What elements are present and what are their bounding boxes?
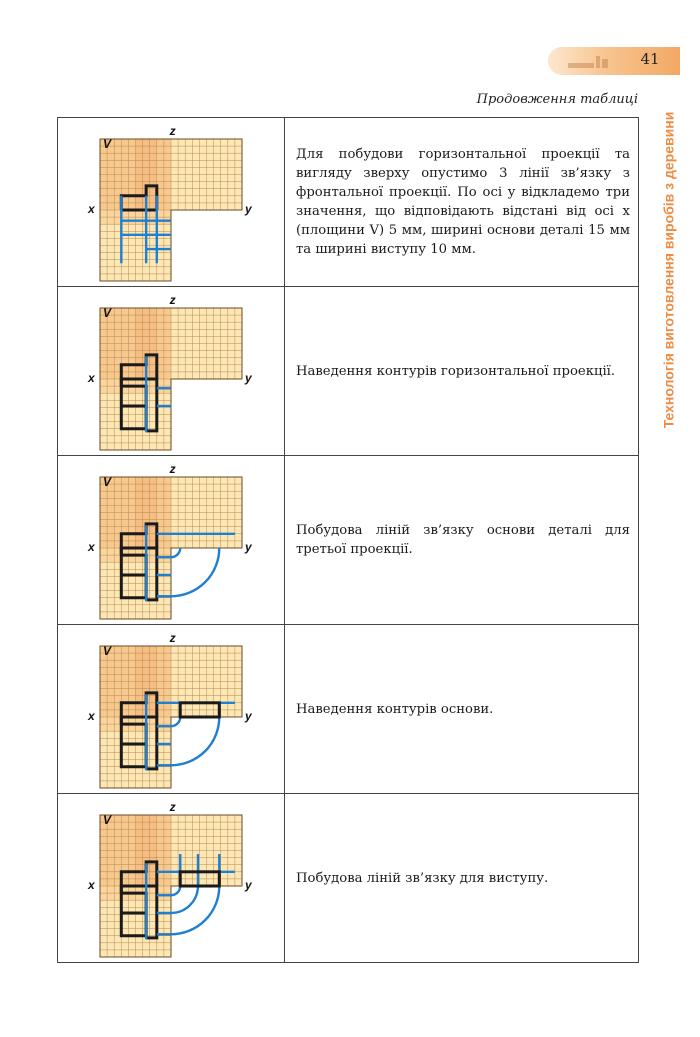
table-continuation-label: Продовження таблиці (476, 92, 638, 107)
figure-cell (58, 456, 285, 625)
axis-label-x: x (88, 201, 95, 216)
axis-label-v: V (103, 813, 112, 828)
axis-label-v: V (103, 306, 112, 321)
axis-label-z: z (169, 124, 176, 138)
axis-label-x: x (88, 877, 95, 892)
axis-label-y: y (245, 708, 252, 723)
projection-drawing (58, 288, 284, 454)
table-row (58, 118, 639, 287)
step-description: Для побудови горизонтальної проекції та вигляду зверху опустимо 3 лінії зв’язку з фронтальної проекції. По осі y відкладемо три значення, що відповідають відстані від осі x (площини V) 5 мм, ширині основи деталі 15 мм та ширині виступу 10 мм. (296, 147, 630, 257)
axis-label-y: y (245, 539, 252, 554)
axis-label-y: y (245, 201, 252, 216)
table-row (58, 456, 639, 625)
tools-icon (566, 53, 610, 71)
figure-cell (58, 625, 285, 794)
projection-drawing (58, 795, 284, 961)
axis-label-y: y (245, 370, 252, 385)
axis-label-z: z (169, 293, 176, 307)
axis-label-z: z (169, 800, 176, 814)
projection-drawing (58, 457, 284, 623)
description-cell (285, 287, 639, 456)
figure-cell (58, 118, 285, 287)
step-description: Наведення контурів горизонтальної проекції. (296, 363, 616, 379)
projection-drawing (58, 626, 284, 792)
axis-label-y: y (245, 877, 252, 892)
projection-drawing (58, 119, 284, 285)
side-title (658, 100, 678, 440)
steps-table (57, 117, 639, 963)
axis-label-v: V (103, 137, 112, 152)
table-row (58, 794, 639, 963)
figure-cell (58, 287, 285, 456)
step-description: Побудова ліній зв’язку для виступу. (296, 870, 549, 886)
axis-label-v: V (103, 475, 112, 490)
axis-label-z: z (169, 462, 176, 476)
table-row (58, 287, 639, 456)
page-number: 41 (640, 50, 660, 68)
step-description: Побудова ліній зв’язку основи деталі для третьої проекції. (296, 523, 630, 557)
axis-label-x: x (88, 539, 95, 554)
figure-cell (58, 794, 285, 963)
description-cell (285, 625, 639, 794)
description-cell (285, 118, 639, 287)
step-description: Наведення контурів основи. (296, 701, 494, 717)
description-cell (285, 794, 639, 963)
axis-label-z: z (169, 631, 176, 645)
axis-label-x: x (88, 708, 95, 723)
steps-table-body (58, 118, 639, 963)
side-title-text: Технологія виготовлення виробів з деревини (660, 111, 677, 429)
axis-label-v: V (103, 644, 112, 659)
axis-label-x: x (88, 370, 95, 385)
description-cell (285, 456, 639, 625)
table-row (58, 625, 639, 794)
